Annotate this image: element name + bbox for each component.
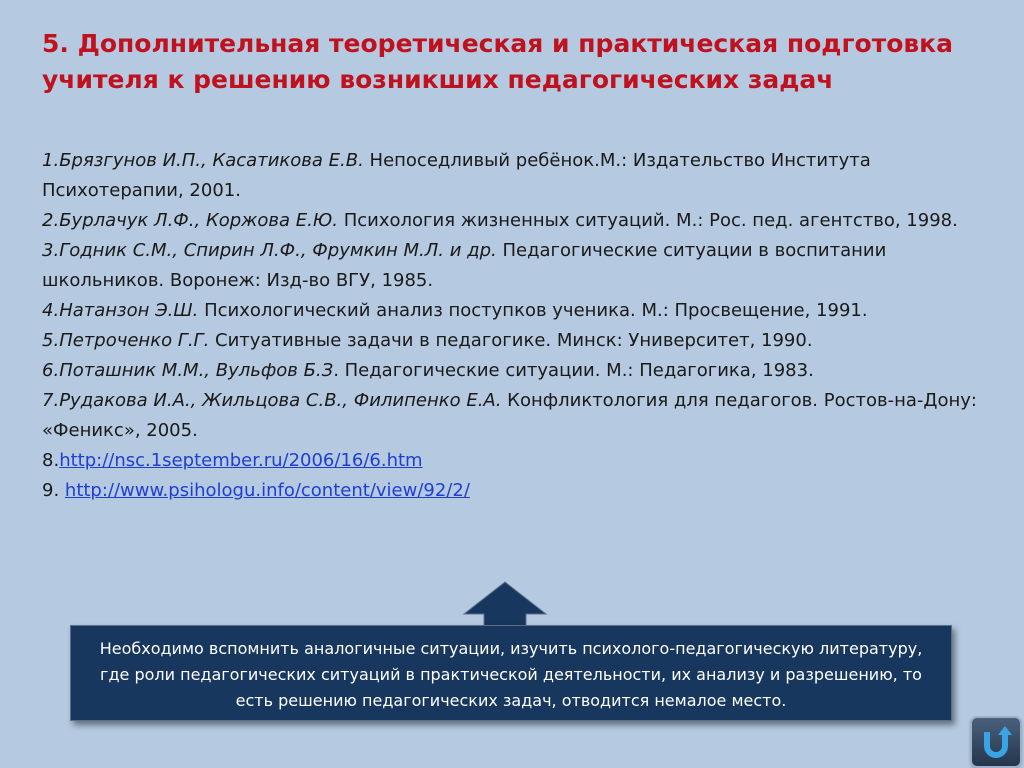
- reference-item-4: [42, 296, 982, 326]
- reference-item-1: [42, 146, 982, 206]
- reference-text: Психология жизненных ситуаций. М.: Рос. пед. агентство, 1998.: [338, 210, 958, 231]
- reference-text: Психологический анализ поступков ученика. М.: Просвещение, 1991.: [198, 300, 868, 321]
- reference-author-names: Петроченко Г.Г.: [59, 330, 210, 351]
- reference-number: 8.: [42, 450, 60, 471]
- reference-list: [42, 146, 982, 506]
- reference-text: . Педагогические ситуации. М.: Педагогика, 1983.: [333, 360, 814, 381]
- reference-authors: [42, 150, 364, 171]
- reference-item-5: [42, 326, 982, 356]
- reference-text: Педагогические ситуации в воспитании школьников. Воронеж: Изд-во ВГУ, 1985.: [42, 240, 887, 291]
- reference-authors: [42, 210, 338, 231]
- reference-authors: [42, 330, 209, 351]
- return-button[interactable]: [972, 718, 1020, 766]
- reference-number: 2.: [42, 210, 60, 231]
- callout-box: Необходимо вспомнить аналогичные ситуации, изучить психолого-педагогическую литературу, где роли педагогических ситуаций в практической деятельности, их анализу и разрешению, то есть решению педагогических задач, отводится немалое место.: [70, 625, 952, 721]
- reference-item-6: [42, 356, 982, 386]
- reference-authors: [42, 300, 198, 321]
- reference-authors: [42, 360, 333, 381]
- reference-author-names: Бурлачук Л.Ф., Коржова Е.Ю.: [59, 210, 339, 231]
- reference-author-names: Брязгунов И.П., Касатикова Е.В.: [59, 150, 364, 171]
- reference-number: 6.: [42, 360, 60, 381]
- reference-number: 3.: [42, 240, 60, 261]
- reference-item-7: [42, 386, 982, 446]
- reference-number: 9.: [42, 480, 65, 501]
- reference-text: Непоседливый ребёнок.М.: Издательство Института Психотерапии, 2001.: [42, 150, 871, 201]
- reference-text: Ситуативные задачи в педагогике. Минск: Университет, 1990.: [209, 330, 813, 351]
- reference-item-8: [42, 446, 982, 476]
- reference-authors: [42, 390, 501, 411]
- reference-link-psihologu[interactable]: http://www.psihologu.info/content/view/92/2/: [64, 480, 470, 501]
- reference-number: 7.: [42, 390, 60, 411]
- reference-link-nsc[interactable]: http://nsc.1september.ru/2006/16/6.htm: [59, 450, 423, 471]
- reference-author-names: Годник С.М., Спирин Л.Ф., Фрумкин М.Л. и др.: [59, 240, 497, 261]
- reference-text: Конфликтология для педагогов. Ростов-на-Дону: «Феникс», 2005.: [42, 390, 977, 441]
- reference-author-names: Рудакова И.А., Жильцова С.В., Филипенко Е.А.: [59, 390, 502, 411]
- reference-number: 4.: [42, 300, 60, 321]
- reference-item-3: [42, 236, 982, 296]
- reference-number: 5.: [42, 330, 60, 351]
- reference-item-9: [42, 476, 982, 506]
- slide-title: 5. Дополнительная теоретическая и практическая подготовка учителя к решению возникших педагогических задач: [42, 29, 954, 94]
- reference-author-names: Натанзон Э.Ш.: [59, 300, 199, 321]
- reference-number: 1.: [42, 150, 60, 171]
- reference-author-names: Поташник М.М., Вульфов Б.З: [59, 360, 334, 381]
- reference-authors: [42, 240, 497, 261]
- reference-item-2: [42, 206, 982, 236]
- return-arrow-icon: [978, 724, 1014, 760]
